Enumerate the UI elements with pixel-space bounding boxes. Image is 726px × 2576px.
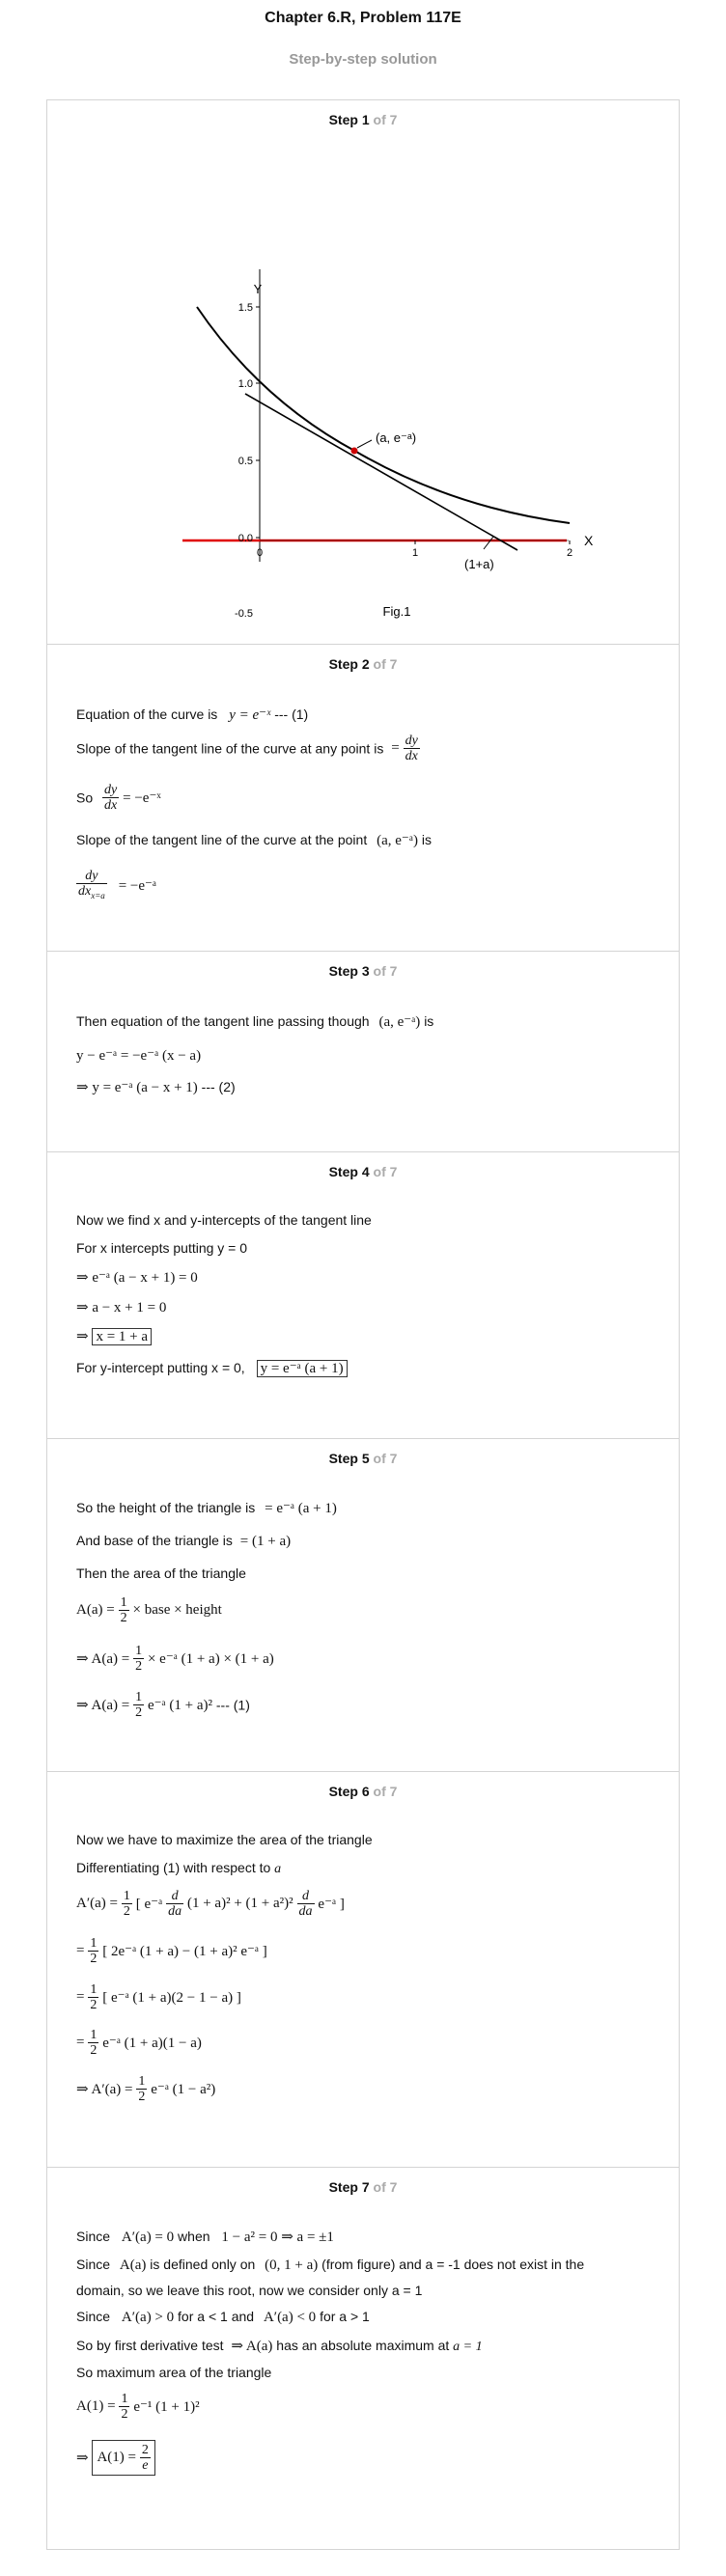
text: Since xyxy=(76,2257,111,2272)
boxed-result: x = 1 + a xyxy=(92,1328,152,1345)
math: y = e⁻ˣ xyxy=(229,707,271,723)
text: Then equation of the tangent line passing though xyxy=(76,1013,370,1029)
step-word: Step xyxy=(328,656,358,672)
fraction-dy-dx: $\frac{dy}{dx}$ xyxy=(104,783,118,813)
step-number: 4 xyxy=(361,1164,370,1179)
step-of-total: of 7 xyxy=(373,1784,398,1799)
step-7-header xyxy=(47,2179,679,2195)
x-tick-0: 0 xyxy=(256,547,264,559)
step-of-total: of 7 xyxy=(373,2179,398,2195)
step7-line1 xyxy=(76,2228,334,2246)
step5-line5 xyxy=(76,1644,274,1674)
math: (a, e⁻ᵃ) xyxy=(378,1014,421,1030)
math: [ e⁻ᵃ xyxy=(135,1897,163,1912)
math: A′(a) = 0 xyxy=(121,2230,175,2245)
text: So xyxy=(76,789,94,806)
step-number: 5 xyxy=(361,1451,370,1466)
math: e⁻ᵃ (1 − a²) xyxy=(151,2082,216,2097)
step-of-total: of 7 xyxy=(373,112,398,127)
step-6 xyxy=(47,1771,679,2168)
step6-line7 xyxy=(76,2074,215,2104)
step6-line3 xyxy=(76,1889,345,1919)
math: ⇒ A(a) = xyxy=(76,1651,130,1667)
y-tick-1-0: 1.0 xyxy=(237,378,253,390)
step6-line5 xyxy=(76,1982,241,2012)
x-tick-1: 1 xyxy=(411,547,419,559)
step4-line5 xyxy=(76,1327,152,1345)
text: is defined only on xyxy=(150,2257,256,2272)
fraction-half: $\frac{1}{2}$ xyxy=(138,2074,146,2104)
step-word: Step xyxy=(328,112,358,127)
math: = e⁻ᵃ (a + 1) xyxy=(265,1501,337,1516)
text: For y-intercept putting x = 0, xyxy=(76,1360,245,1375)
fraction-half: $\frac{1}{2}$ xyxy=(90,2028,98,2058)
x-axis-label: X xyxy=(584,533,594,548)
tangency-point xyxy=(351,448,358,455)
step3-line1 xyxy=(76,1012,433,1031)
step-6-header xyxy=(47,1784,679,1799)
fraction-dy-dx-at-a: $\frac{dy}{dx_{x=a}}$ xyxy=(78,869,105,900)
math: ⇒ A(a) = xyxy=(76,1698,130,1713)
step-number: 2 xyxy=(361,656,370,672)
equation-tag: --- (1) xyxy=(274,706,309,722)
fraction-half: $\frac{1}{2}$ xyxy=(135,1644,143,1674)
text: is xyxy=(421,832,432,847)
step-number: 6 xyxy=(361,1784,370,1799)
step-1 xyxy=(47,100,679,644)
math: = xyxy=(391,740,400,756)
step5-line1 xyxy=(76,1499,337,1517)
step-word: Step xyxy=(328,1784,358,1799)
fraction-d-da: $\frac{d}{da}$ xyxy=(298,1889,313,1919)
step-word: Step xyxy=(328,963,358,979)
step4-line2: For x intercepts putting y = 0 xyxy=(76,1240,248,1256)
y-tick-1-5: 1.5 xyxy=(237,302,253,314)
text: (from figure) and xyxy=(321,2257,422,2272)
equation-tag: --- (2) xyxy=(201,1079,236,1094)
fraction-two-over-e: $\frac{2}{e}$ xyxy=(141,2443,149,2473)
step-number: 7 xyxy=(361,2179,370,2195)
math: = (1 + a) xyxy=(239,1534,292,1549)
step-word: Step xyxy=(328,2179,358,2195)
step6-line4 xyxy=(76,1936,267,1966)
step-of-total: of 7 xyxy=(373,656,398,672)
math: ⇒ xyxy=(76,1329,89,1344)
math: e⁻ᵃ (1 + a)² xyxy=(147,1698,212,1713)
step-5-header xyxy=(47,1451,679,1466)
text: has an absolute maximum at xyxy=(276,2338,450,2353)
step-number: 3 xyxy=(361,963,370,979)
math: A(1) = xyxy=(76,2398,116,2414)
math: 1 − a² = 0 ⇒ a = ±1 xyxy=(221,2230,334,2245)
curve-e-neg-x xyxy=(197,307,570,523)
text: Since xyxy=(76,2309,111,2324)
math: A(1) = xyxy=(97,2450,137,2465)
tangent-line xyxy=(245,394,517,550)
step3-line2: y − e⁻ᵃ = −e⁻ᵃ (x − a) xyxy=(76,1048,202,1064)
step-3 xyxy=(47,951,679,1152)
text: Equation of the curve is xyxy=(76,706,218,722)
text: Differentiating (1) with respect to xyxy=(76,1860,271,1875)
text: So the height of the triangle is xyxy=(76,1500,256,1515)
step2-line2 xyxy=(76,734,420,763)
math: e⁻ᵃ (1 + a)(1 − a) xyxy=(102,2036,202,2051)
math: (0, 1 + a) xyxy=(265,2257,319,2273)
y-tick-0-5: 0.5 xyxy=(237,456,253,467)
step6-line1: Now we have to maximize the area of the triangle xyxy=(76,1832,373,1847)
step2-line3 xyxy=(76,783,161,813)
step-2-header xyxy=(47,656,679,672)
fraction-half: $\frac{1}{2}$ xyxy=(135,1690,143,1720)
y-tick-neg-0-5: -0.5 xyxy=(235,608,253,620)
x-tick-2: 2 xyxy=(566,547,573,559)
step-3-header xyxy=(47,963,679,979)
step-word: Step xyxy=(328,1451,358,1466)
step-of-total: of 7 xyxy=(373,963,398,979)
math: = xyxy=(76,1943,85,1958)
text: Slope of the tangent line of the curve at the point xyxy=(76,832,368,847)
fraction-d-da: $\frac{d}{da}$ xyxy=(168,1889,182,1919)
step2-line5 xyxy=(76,869,156,903)
step5-line6 xyxy=(76,1690,250,1720)
math: × base × height xyxy=(132,1602,222,1618)
text: a = -1 does not exist in the xyxy=(425,2257,585,2272)
fraction-dy-dx: $\frac{dy}{dx}$ xyxy=(405,734,418,763)
equation-tag: --- (1) xyxy=(215,1697,250,1713)
step7-line3: domain, so we leave this root, now we consider only a = 1 xyxy=(76,2283,423,2298)
math: = xyxy=(76,2035,85,2050)
math: ⇒ y = e⁻ᵃ (a − x + 1) xyxy=(76,1080,198,1095)
step3-line3 xyxy=(76,1078,236,1096)
step5-line2 xyxy=(76,1533,291,1550)
math: e⁻ᵃ ] xyxy=(318,1897,345,1912)
text: And base of the triangle is xyxy=(76,1533,233,1548)
page-title: Chapter 6.R, Problem 117E xyxy=(265,10,461,26)
step-of-total: of 7 xyxy=(373,1451,398,1466)
step7-line8 xyxy=(76,2440,155,2476)
fraction-half: $\frac{1}{2}$ xyxy=(90,1936,98,1966)
figure-1 xyxy=(47,158,679,622)
math: e⁻¹ (1 + 1)² xyxy=(133,2399,200,2415)
intercept-label: (1+a) xyxy=(464,557,494,571)
step2-line4 xyxy=(76,831,432,849)
text: So by first derivative test xyxy=(76,2338,224,2353)
step4-line4: ⇒ a − x + 1 = 0 xyxy=(76,1300,167,1316)
math: A(a) xyxy=(119,2257,147,2273)
math: ⇒ A′(a) = xyxy=(76,2082,133,2097)
y-tick-0-0: 0.0 xyxy=(237,533,253,544)
math: = xyxy=(76,1989,85,2005)
step2-line1 xyxy=(76,706,308,724)
step-4-header xyxy=(47,1164,679,1179)
fraction-half: $\frac{1}{2}$ xyxy=(120,1595,127,1625)
math: × e⁻ᵃ (1 + a) × (1 + a) xyxy=(147,1651,274,1667)
step-4 xyxy=(47,1151,679,1439)
math: [ e⁻ᵃ (1 + a)(2 − 1 − a) ] xyxy=(102,1990,241,2006)
step4-line6 xyxy=(76,1359,348,1377)
solution-container xyxy=(46,99,680,2550)
step-of-total: of 7 xyxy=(373,1164,398,1179)
page-subtitle: Step-by-step solution xyxy=(289,51,437,68)
math: A′(a) = xyxy=(76,1896,118,1911)
text: a = 1 xyxy=(453,2340,483,2354)
point-label: (a, e⁻ᵃ) xyxy=(376,430,417,445)
text: for a > 1 xyxy=(320,2309,370,2324)
step4-line3: ⇒ e⁻ᵃ (a − x + 1) = 0 xyxy=(76,1270,198,1286)
boxed-final-answer xyxy=(92,2440,154,2476)
step-word: Step xyxy=(328,1164,358,1179)
math: ⇒ A(a) xyxy=(231,2339,273,2354)
step6-line2 xyxy=(76,1860,281,1877)
fraction-half: $\frac{1}{2}$ xyxy=(123,1889,130,1919)
fraction-half: $\frac{1}{2}$ xyxy=(121,2392,128,2422)
math: A′(a) > 0 xyxy=(121,2310,175,2325)
text: Since xyxy=(76,2229,111,2244)
math: A′(a) < 0 xyxy=(263,2310,317,2325)
math: = −e⁻ˣ xyxy=(123,790,161,806)
variable: a xyxy=(274,1862,282,1876)
step-5 xyxy=(47,1438,679,1772)
step-7 xyxy=(47,2167,679,2550)
step-1-header xyxy=(47,112,679,127)
text: for a < 1 and xyxy=(178,2309,255,2324)
step-number: 1 xyxy=(361,112,370,127)
math: ⇒ xyxy=(76,2451,89,2466)
text: is xyxy=(424,1013,434,1029)
step4-line1: Now we find x and y-intercepts of the tangent line xyxy=(76,1212,372,1228)
fraction-half: $\frac{1}{2}$ xyxy=(90,1982,98,2012)
step7-line6: So maximum area of the triangle xyxy=(76,2365,272,2380)
step7-line2 xyxy=(76,2257,584,2274)
math: A(a) = xyxy=(76,1602,115,1618)
text: Slope of the tangent line of the curve at any point is xyxy=(76,740,384,757)
step7-line5 xyxy=(76,2337,483,2355)
figure-caption: Fig.1 xyxy=(382,604,411,619)
step6-line6 xyxy=(76,2028,202,2058)
math: (1 + a)² + (1 + a²)² xyxy=(186,1896,293,1911)
step7-line7 xyxy=(76,2392,200,2422)
step5-line3: Then the area of the triangle xyxy=(76,1565,246,1581)
step-2 xyxy=(47,644,679,952)
text: when xyxy=(178,2229,210,2244)
step5-line4 xyxy=(76,1595,222,1625)
y-axis-label: Y xyxy=(253,282,263,296)
step7-line4 xyxy=(76,2309,370,2326)
boxed-result: y = e⁻ᵃ (a + 1) xyxy=(257,1360,348,1377)
math: = −e⁻ᵃ xyxy=(118,878,157,895)
math: (a, e⁻ᵃ) xyxy=(377,833,418,848)
math: [ 2e⁻ᵃ (1 + a) − (1 + a)² e⁻ᵃ ] xyxy=(102,1944,267,1959)
